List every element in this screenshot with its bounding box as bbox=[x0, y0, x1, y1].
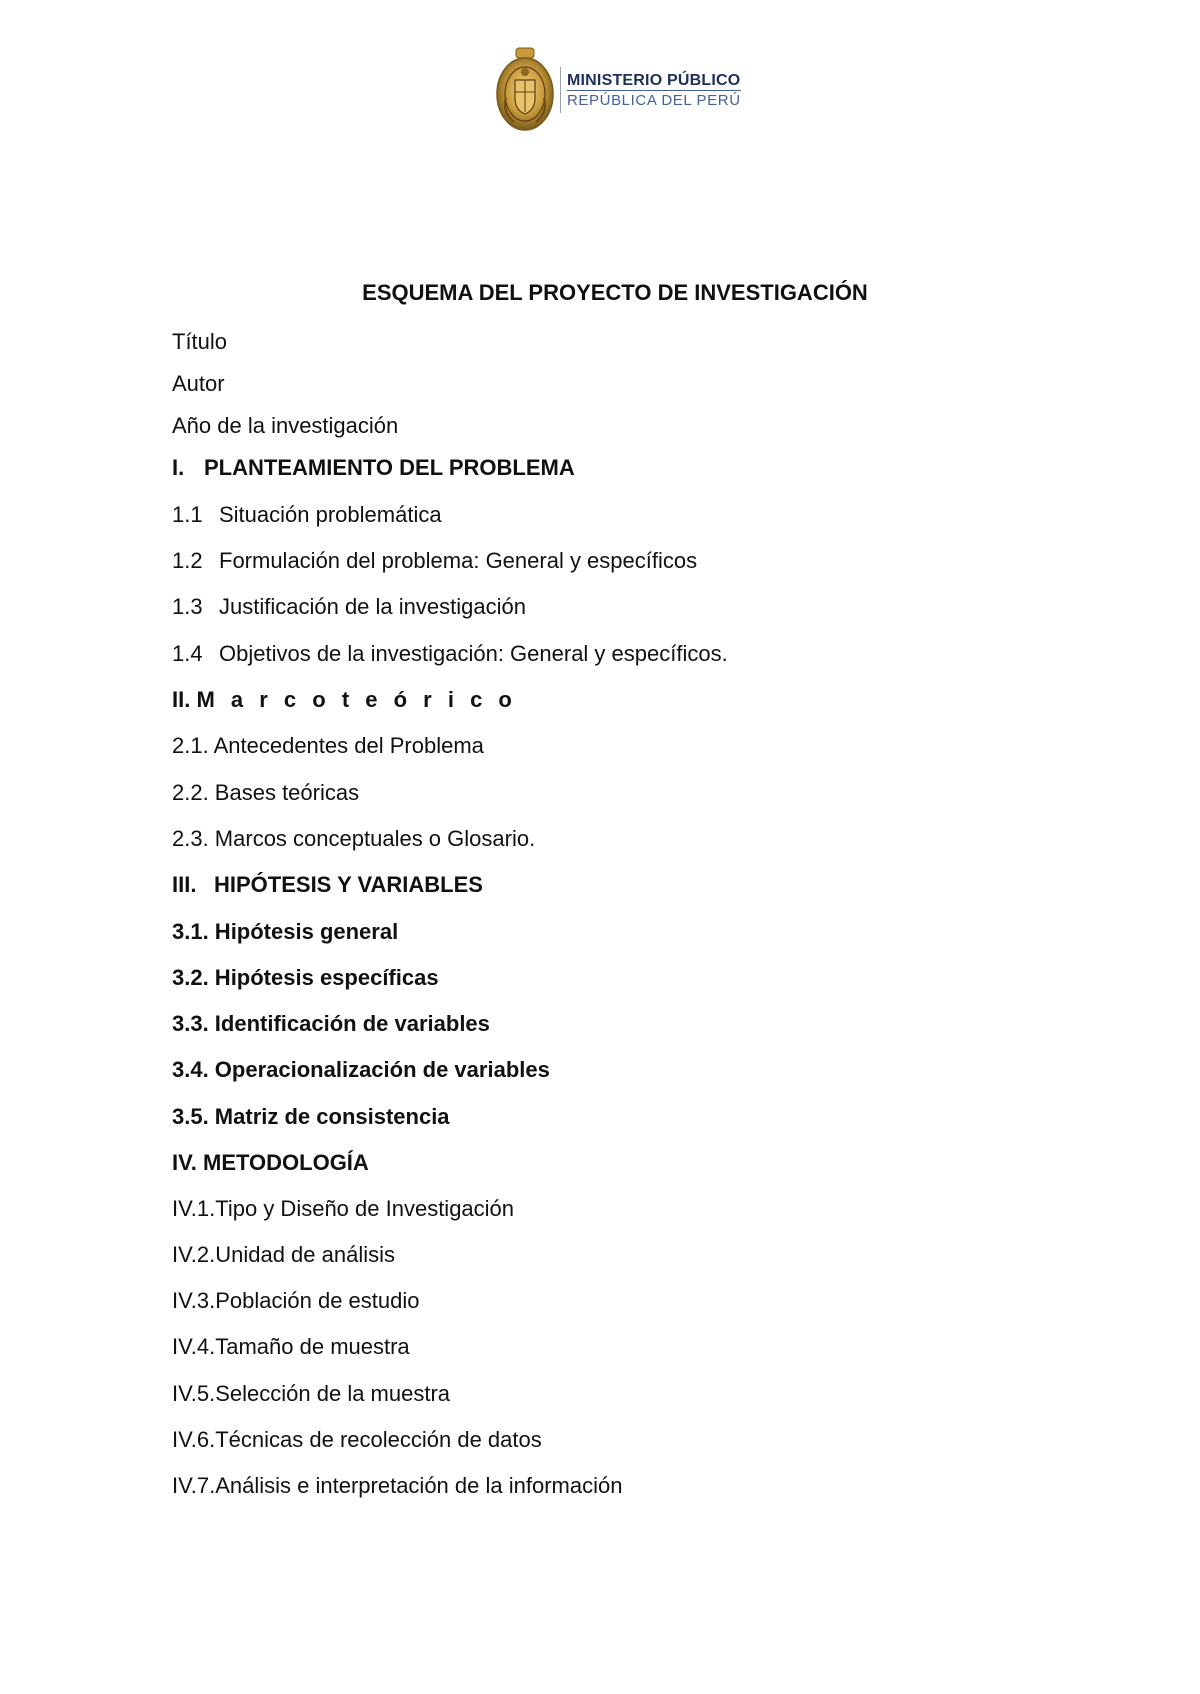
list-item: IV.7.Análisis e interpretación de la información bbox=[172, 1473, 623, 1498]
section-1-heading bbox=[172, 455, 575, 481]
list-item bbox=[172, 502, 442, 528]
item-number: 1.3 bbox=[172, 594, 203, 619]
logo-text bbox=[567, 72, 741, 109]
front-item-titulo: Título bbox=[172, 329, 228, 354]
section-1-title: PLANTEAMIENTO DEL PROBLEMA bbox=[204, 455, 575, 480]
list-item: IV.1.Tipo y Diseño de Investigación bbox=[172, 1196, 515, 1221]
item-number: 1.4 bbox=[172, 641, 203, 666]
document-title: ESQUEMA DEL PROYECTO DE INVESTIGACIÓN bbox=[362, 280, 868, 305]
list-item: 3.3. Identificación de variables bbox=[172, 1011, 490, 1036]
item-number: 1.2 bbox=[172, 548, 203, 573]
list-item bbox=[172, 594, 526, 620]
item-text: Situación problemática bbox=[219, 502, 442, 527]
item-number: 1.1 bbox=[172, 502, 203, 527]
section-2-title: M a r c o t e ó r i c o bbox=[196, 687, 517, 712]
list-item: IV.3.Población de estudio bbox=[172, 1288, 420, 1313]
list-item: IV.2.Unidad de análisis bbox=[172, 1242, 396, 1267]
list-item: IV.5.Selección de la muestra bbox=[172, 1381, 451, 1406]
logo-country-name: REPÚBLICA DEL PERÚ bbox=[567, 91, 741, 109]
coat-of-arms-seal-icon bbox=[494, 46, 556, 134]
item-text: Objetivos de la investigación: General y específicos. bbox=[219, 641, 728, 666]
list-item bbox=[172, 641, 728, 667]
section-2-number: II. bbox=[172, 687, 191, 712]
section-1-number: I. bbox=[172, 455, 185, 480]
section-3-number: III. bbox=[172, 872, 197, 897]
list-item: 2.1. Antecedentes del Problema bbox=[172, 733, 484, 758]
logo-divider bbox=[560, 67, 561, 113]
list-item: 3.5. Matriz de consistencia bbox=[172, 1104, 450, 1129]
front-item-year: Año de la investigación bbox=[172, 413, 399, 438]
list-item: 2.2. Bases teóricas bbox=[172, 780, 360, 805]
section-3-heading bbox=[172, 872, 483, 898]
item-text: Formulación del problema: General y específicos bbox=[219, 548, 698, 573]
list-item bbox=[172, 548, 697, 574]
section-2-heading bbox=[172, 687, 517, 713]
list-item: IV.6.Técnicas de recolección de datos bbox=[172, 1427, 542, 1452]
list-item: IV.4.Tamaño de muestra bbox=[172, 1334, 410, 1359]
list-item: 3.1. Hipótesis general bbox=[172, 919, 399, 944]
section-4-heading: IV. METODOLOGÍA bbox=[172, 1150, 369, 1175]
front-item-autor: Autor bbox=[172, 371, 225, 396]
section-3-title: HIPÓTESIS Y VARIABLES bbox=[214, 872, 483, 897]
list-item: 3.2. Hipótesis específicas bbox=[172, 965, 439, 990]
institution-logo bbox=[494, 46, 754, 134]
logo-institution-name: MINISTERIO PÚBLICO bbox=[567, 71, 741, 89]
list-item: 2.3. Marcos conceptuales o Glosario. bbox=[172, 826, 536, 851]
item-text: Justificación de la investigación bbox=[219, 594, 526, 619]
list-item: 3.4. Operacionalización de variables bbox=[172, 1057, 550, 1082]
